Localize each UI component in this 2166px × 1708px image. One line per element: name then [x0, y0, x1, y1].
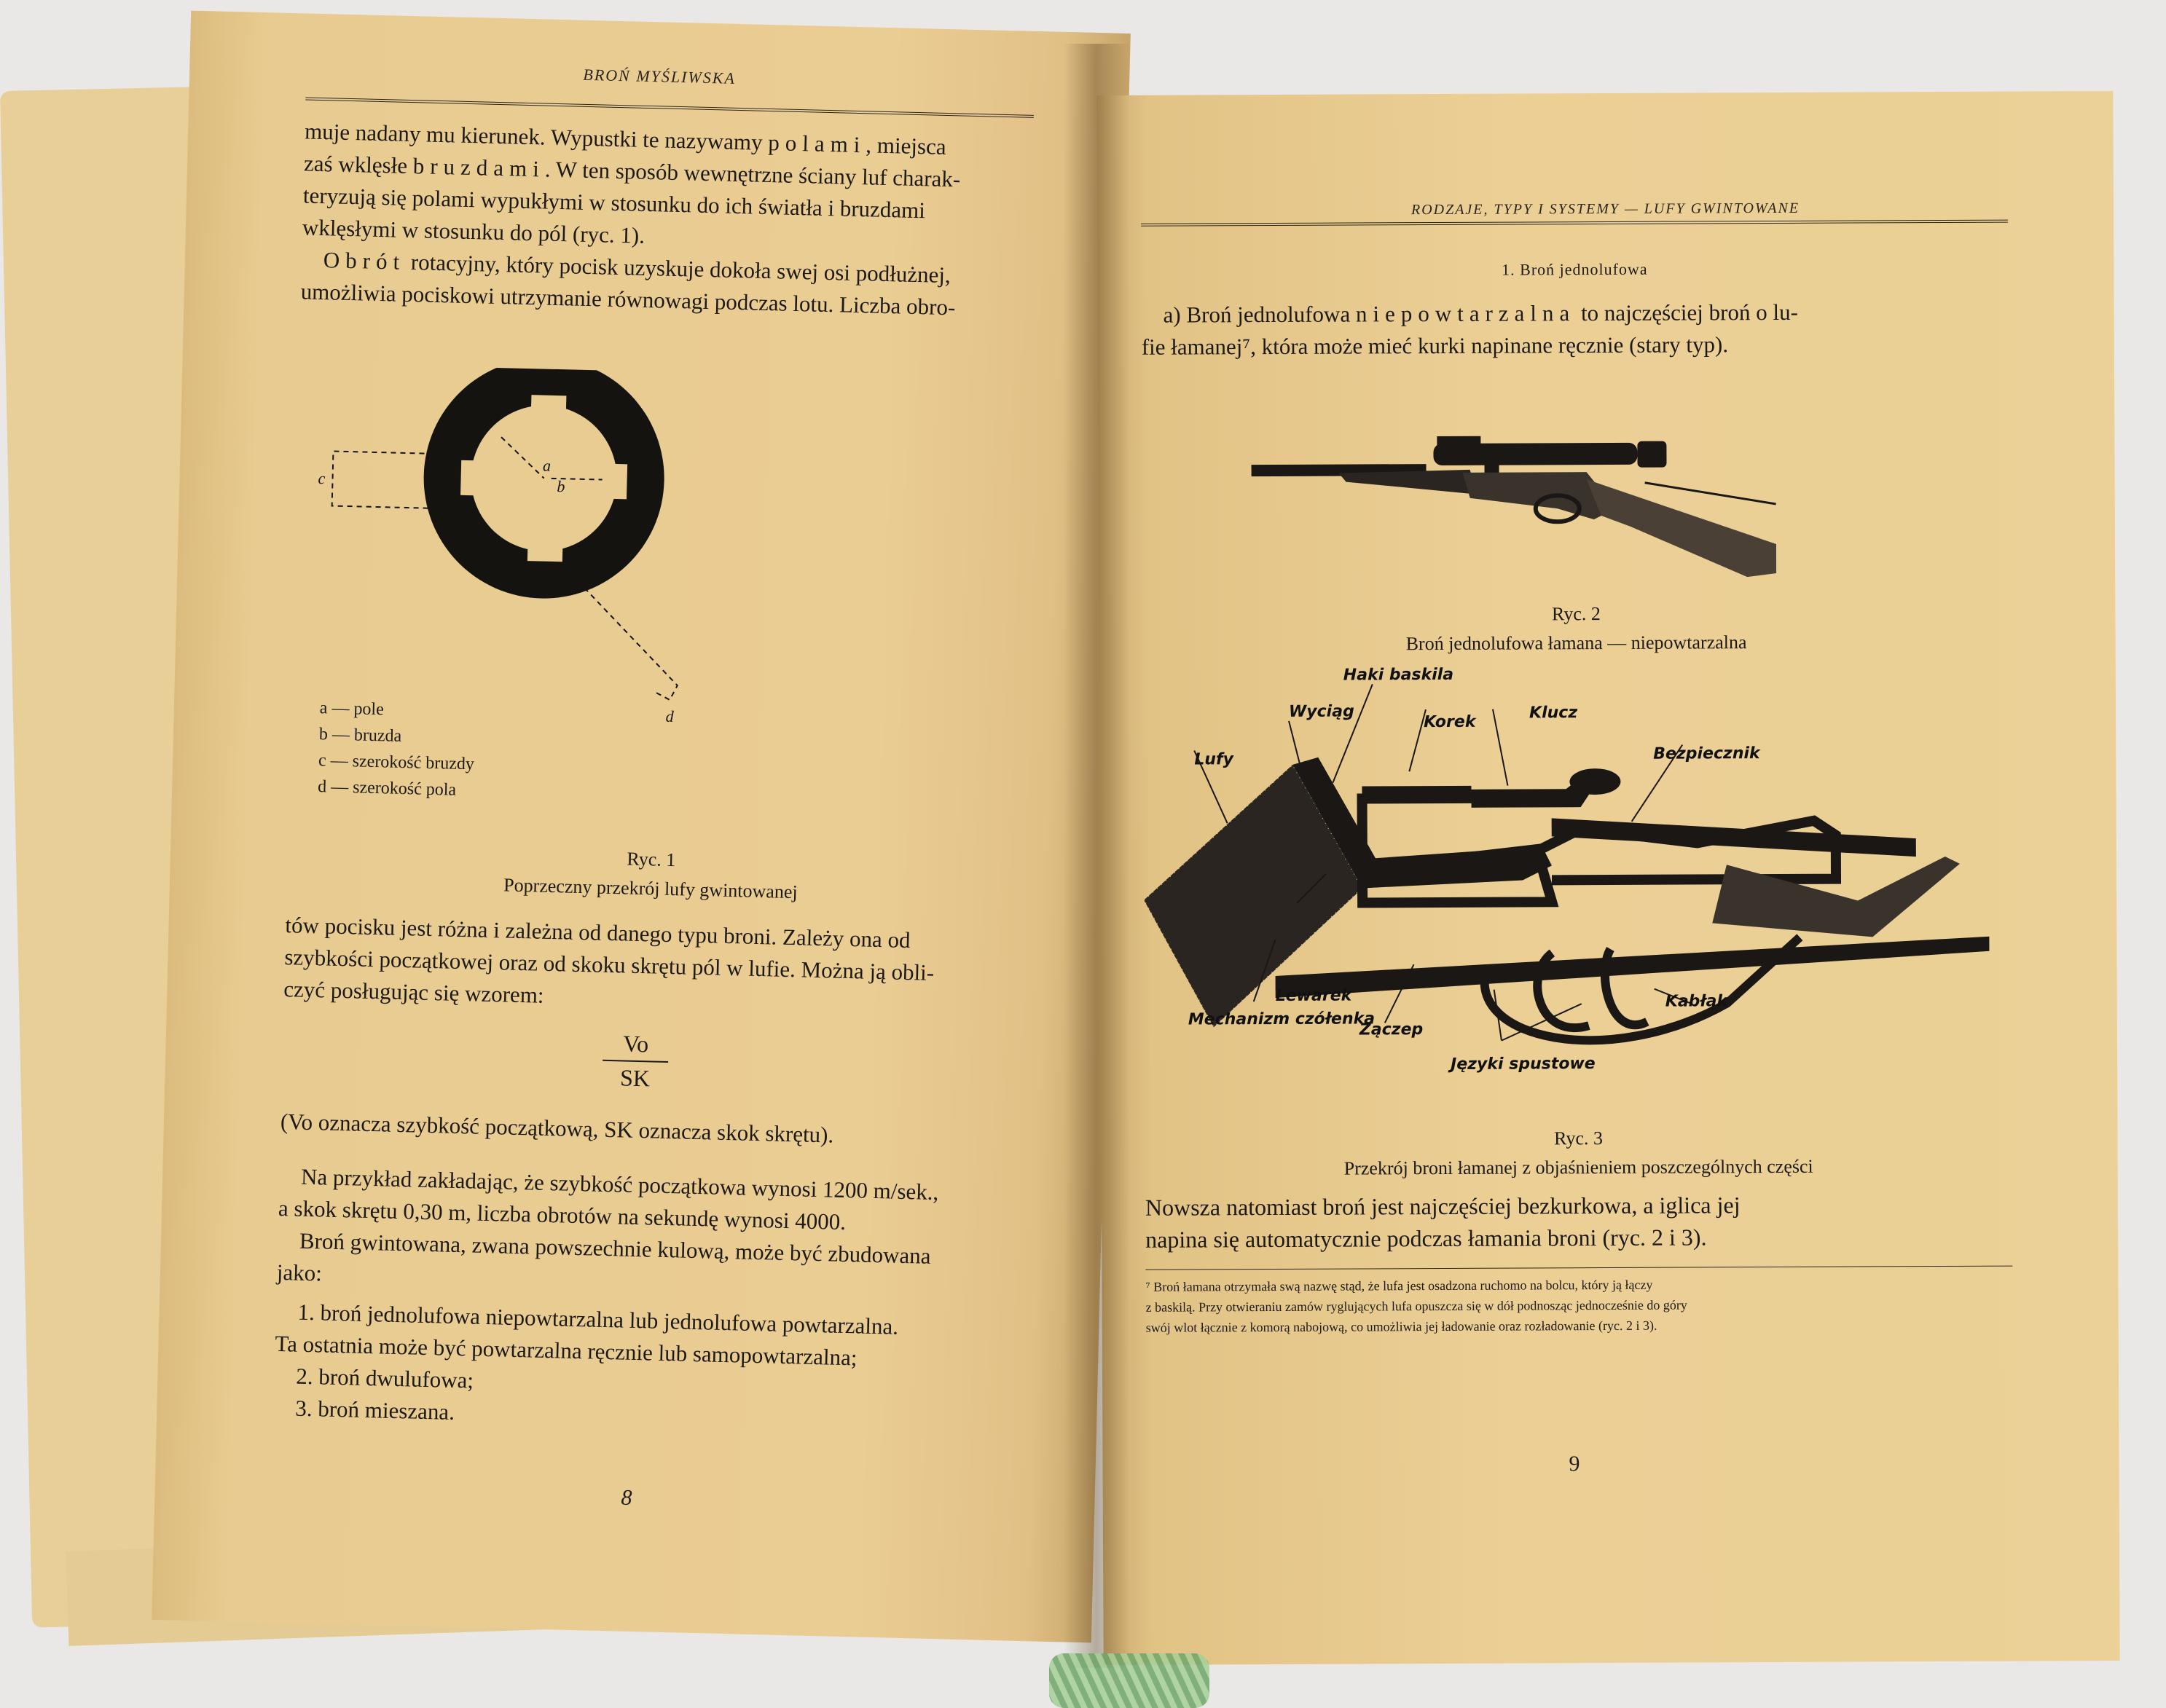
spaced-term: bruzdami — [412, 153, 546, 182]
text-line: muje nadany mu kierunek. Wypustki te nazywamy — [304, 118, 769, 155]
footnote-line: swój wlot łącznie z komorą nabojową, co umożliwia jej ładowanie oraz rozładowanie (ryc. 2 i 3). — [1145, 1318, 1657, 1335]
figure-3-caption — [1145, 1122, 2012, 1184]
book-gutter — [1064, 44, 1129, 1668]
formula-denominator: SK — [619, 1064, 651, 1092]
spaced-term: polami — [767, 129, 866, 158]
paragraph — [280, 1106, 1016, 1156]
forend — [1339, 470, 1478, 495]
paragraph — [283, 909, 1021, 1023]
page-number: 9 — [1569, 1452, 1580, 1476]
text-line: napina się automatycznie podczas łamania broni (ryc. 2 i 3). — [1145, 1224, 1707, 1253]
text-line: a) Broń jednolufowa — [1163, 301, 1356, 328]
paragraph — [1142, 296, 2009, 363]
text-line: jako: — [276, 1259, 323, 1286]
scope-eyepiece — [1637, 441, 1666, 468]
label-haki-baskila: Haki baskila — [1343, 665, 1454, 685]
running-head: RODZAJE, TYPY I SYSTEMY — LUFY GWINTOWANE — [1410, 200, 1800, 219]
text-line: szybkości początkowej oraz od skoku skrętu pól w lufie. Można ją obli- — [284, 944, 935, 985]
list-item: 2. broń dwulufowa; — [296, 1363, 474, 1393]
text-line: to najczęściej broń o lu- — [1575, 299, 1798, 326]
paragraph — [300, 115, 1040, 326]
label-lufy: Lufy — [1194, 750, 1233, 769]
label-kablak: Kabłąk — [1665, 992, 1728, 1011]
header-rule — [1141, 220, 2008, 229]
caption-text: Poprzeczny przekrój lufy gwintowanej — [503, 874, 798, 903]
figure-1-legend — [318, 695, 476, 803]
caption-title: Ryc. 2 — [1551, 603, 1601, 625]
text-line: , miejsca — [866, 132, 947, 160]
stock — [1587, 479, 1777, 578]
figure-2-caption — [1142, 598, 2009, 660]
footnote-line: z baskilą. Przy otwieraniu zamów ryglujących lufa opuszcza się w dół podnosząc jednocześnie do góry — [1145, 1297, 1687, 1315]
label-d: d — [665, 707, 675, 726]
safety-slide — [1552, 816, 1916, 858]
sling — [1645, 482, 1776, 505]
text-line: rotacyjny, który pocisk uzyskuje dokoła swej osi podłużnej, — [404, 248, 951, 288]
groove — [460, 460, 479, 496]
spaced-term: Obrót — [323, 247, 406, 275]
label-lewarek: Lewarek — [1275, 986, 1352, 1005]
list-item: 3. broń mieszana. — [294, 1395, 455, 1425]
lower-frame — [1275, 937, 1989, 998]
lump — [1362, 786, 1471, 804]
text-line: czyć posługując się wzorem: — [283, 976, 544, 1008]
caption-text: Broń jednolufowa łamana — niepowtarzalna — [1405, 631, 1747, 655]
text-line: tów pocisku jest różna i zależna od danego typu broni. Zależy ona od — [285, 912, 911, 953]
dim-line-d — [575, 581, 680, 700]
text-line: Broń gwintowana, zwana powszechnie kulową, może być zbudowana — [299, 1227, 932, 1269]
text-line: zaś wklęsłe — [303, 150, 414, 179]
text-line: Na przykład zakładając, że szybkość początkowa wynosi 1200 m/sek., — [300, 1163, 939, 1205]
right-page — [1096, 91, 2119, 1665]
figure-2-rifle-illustration — [1251, 398, 1776, 590]
label-bezpiecznik: Bezpiecznik — [1653, 744, 1760, 763]
text-line: a skok skrętu 0,30 m, liczba obrotów na sekundę wynosi 4000. — [278, 1195, 847, 1235]
text-line: fie łamanej⁷, która może mieć kurki napinane ręcznie (stary typ). — [1141, 331, 1729, 360]
label-jezyki-spustowe: Języki spustowe — [1451, 1055, 1596, 1074]
extractor — [1362, 843, 1552, 888]
label-klucz: Klucz — [1529, 704, 1578, 723]
bookmark-ribbon — [1049, 1653, 1209, 1708]
page-number: 8 — [621, 1485, 632, 1510]
label-korek: Korek — [1424, 712, 1476, 732]
footnote-line: ⁷ Broń łamana otrzymała swą nazwę stąd, że lufa jest osadzona ruchomo na bolcu, który ją łączy — [1145, 1277, 1653, 1294]
fraction-bar — [603, 1060, 668, 1063]
list-item: Ta ostatnia może być powtarzalna ręcznie lub samopowtarzalna; — [275, 1330, 858, 1371]
label-c: c — [318, 469, 326, 488]
caption-text: Przekrój broni łamanej z objaśnieniem poszczególnych części — [1343, 1155, 1813, 1179]
label-b: b — [557, 477, 565, 496]
text-line: wklęsłymi w stosunku do pól (ryc. 1). — [302, 214, 646, 248]
footnote — [1145, 1273, 2012, 1338]
running-head: BROŃ MYŚLIWSKA — [583, 65, 737, 87]
formula-numerator: Vo — [622, 1030, 649, 1058]
figure-1-caption — [286, 836, 1016, 912]
text-line: teryzują się polami wypukłymi w stosunku do ich światła i bruzdami — [302, 182, 926, 224]
paragraph — [273, 1160, 1016, 1442]
text-line: Nowsza natomiast broń jest najczęściej bezkurkowa, a iglica jej — [1145, 1192, 1741, 1221]
footnote-rule — [1145, 1266, 2012, 1270]
groove — [527, 543, 563, 562]
label-wyciag: Wyciąg — [1288, 702, 1354, 721]
groove — [609, 464, 627, 500]
paragraph — [1145, 1188, 2012, 1256]
left-page — [152, 11, 1131, 1643]
legend-item: b — bruzda — [318, 725, 402, 746]
legend-item: a — pole — [319, 698, 385, 720]
text-line: umożliwia pociskowi utrzymanie równowagi podczas lotu. Liczba obro- — [300, 278, 956, 320]
groove — [531, 395, 567, 413]
text-line: (Vo oznacza szybkość początkową, SK oznacza skok skrętu). — [280, 1109, 834, 1148]
header-rule — [305, 97, 1034, 120]
formula — [602, 1030, 669, 1093]
text-line: . W ten sposób wewnętrzne ściany luf charak- — [544, 156, 961, 192]
label-a: a — [542, 456, 552, 475]
spaced-term: niepowtarzalna — [1355, 300, 1576, 327]
legend-item: c — szerokość bruzdy — [318, 751, 475, 774]
list-item: 1. broń jednolufowa niepowtarzalna lub jednolufowa powtarzalna. — [297, 1299, 899, 1339]
caption-title: Ryc. 3 — [1554, 1127, 1604, 1149]
scope-objective — [1437, 436, 1480, 451]
label-mechanizm-czolenka: Mechanizm czółenka — [1188, 1010, 1376, 1029]
lever-key — [1569, 768, 1620, 795]
section-heading: 1. Broń jednolufowa — [1502, 259, 1648, 279]
legend-item: d — szerokość pola — [317, 777, 457, 800]
label-zaczep: Zączep — [1359, 1020, 1424, 1039]
caption-title: Ryc. 1 — [627, 848, 676, 871]
